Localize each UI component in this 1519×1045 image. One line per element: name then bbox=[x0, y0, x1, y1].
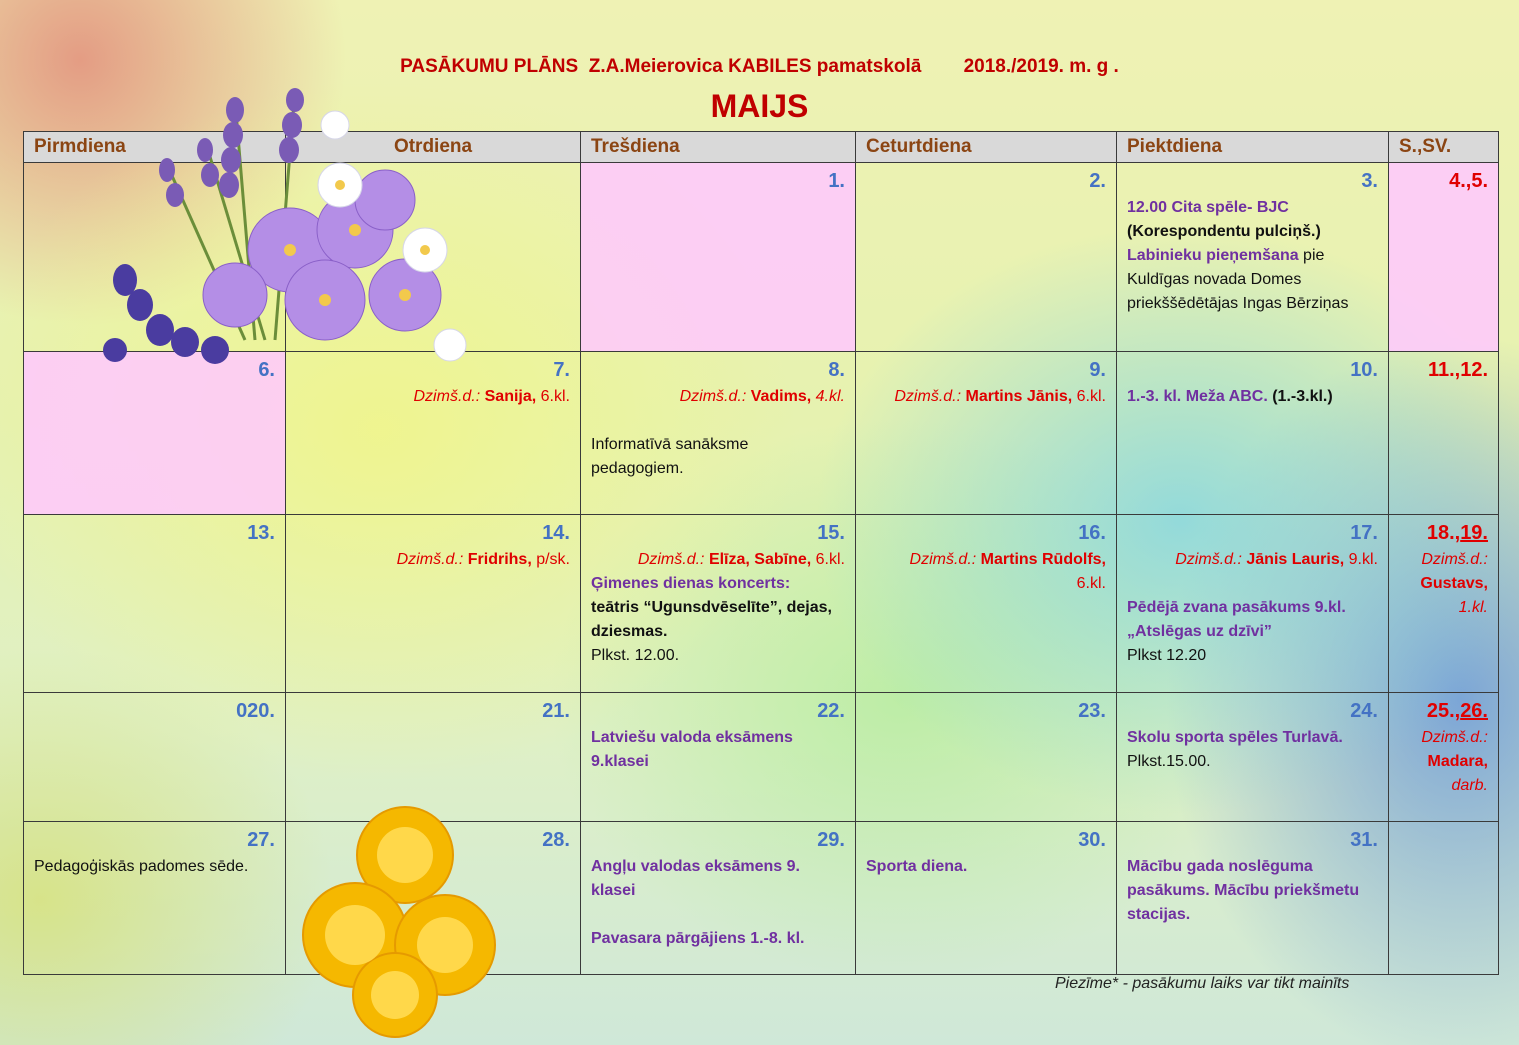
birthday-label: Dzimš.d.: bbox=[1421, 551, 1488, 568]
calendar-table bbox=[23, 131, 1499, 975]
weekday-header-row bbox=[24, 132, 1499, 163]
day-number: 020. bbox=[236, 700, 275, 722]
day-cell bbox=[1117, 163, 1389, 352]
birthday-text: Dzimš.d.: Martins Jānis, 6.kl. bbox=[894, 388, 1106, 405]
event-text: Latviešu valoda eksāmens 9.klasei bbox=[591, 729, 793, 770]
weekend-cell-empty bbox=[1389, 822, 1499, 975]
event-text: Informatīvā sanāksme pedagogiem. bbox=[591, 436, 749, 477]
day-number: 25.,26. bbox=[1426, 700, 1488, 722]
birthday-text: Dzimš.d.: Sanija, 6.kl. bbox=[413, 388, 570, 405]
event-text: Skolu sporta spēles Turlavā. bbox=[1127, 729, 1343, 746]
day-number: 30. bbox=[1078, 829, 1106, 851]
weekday-header: Otrdiena bbox=[286, 132, 581, 163]
day-number: 22. bbox=[817, 700, 845, 722]
day-cell bbox=[24, 822, 286, 975]
birthday-text: Dzimš.d.: Martins Rūdolfs, bbox=[909, 551, 1106, 568]
event-text: Mācību gada noslēguma pasākums. Mācību priekšmetu stacijas. bbox=[1127, 858, 1360, 923]
birthday-name: Madara, bbox=[1427, 753, 1488, 770]
birthday-class: 6.kl. bbox=[1076, 575, 1106, 592]
day-cell bbox=[581, 163, 856, 352]
day-number: 14. bbox=[542, 522, 570, 544]
weekend-cell bbox=[1389, 163, 1499, 352]
day-number: 6. bbox=[258, 359, 275, 381]
birthday-text: Dzimš.d.: Jānis Lauris, 9.kl. bbox=[1175, 551, 1378, 568]
footer-note: Piezīme* - pasākumu laiks var tikt mainīts bbox=[1055, 975, 1350, 992]
day-cell bbox=[24, 515, 286, 693]
day-number: 15. bbox=[817, 522, 845, 544]
event-text: Ģimenes dienas koncerts: bbox=[591, 575, 791, 592]
day-number: 1. bbox=[828, 170, 845, 192]
day-cell bbox=[24, 352, 286, 515]
month-title: MAIJS bbox=[710, 88, 809, 124]
day-cell bbox=[856, 352, 1117, 515]
day-number: 17. bbox=[1350, 522, 1378, 544]
day-cell bbox=[286, 515, 581, 693]
day-number: 27. bbox=[247, 829, 275, 851]
day-number: 18.,19. bbox=[1426, 522, 1488, 544]
birthday-label: Dzimš.d.: bbox=[1421, 729, 1488, 746]
day-cell-empty bbox=[286, 163, 581, 352]
day-cell bbox=[1117, 822, 1389, 975]
event-text: Labinieku pieņemšana pie Kuldīgas novada Domes priekššēdētājas Ingas Bērziņas bbox=[1127, 247, 1349, 312]
event-text: 12.00 Cita spēle- BJC bbox=[1127, 199, 1289, 216]
week-row bbox=[24, 163, 1499, 352]
birthday-text: Dzimš.d.: Vadims, 4.kl. bbox=[679, 388, 845, 405]
event-text: Sporta diena. bbox=[866, 858, 968, 875]
weekday-header: Trešdiena bbox=[581, 132, 856, 163]
event-text: Angļu valodas eksāmens 9. klasei bbox=[591, 858, 800, 899]
weekday-header: Ceturtdiena bbox=[856, 132, 1117, 163]
event-text: Pedagoģiskās padomes sēde. bbox=[34, 858, 249, 875]
event-text: Pavasara pārgājiens 1.-8. kl. bbox=[591, 930, 805, 947]
day-number: 23. bbox=[1078, 700, 1106, 722]
day-cell bbox=[581, 352, 856, 515]
plan-title: PASĀKUMU PLĀNS Z.A.Meierovica KABILES pamatskolā 2018./2019. m. g . bbox=[400, 56, 1119, 77]
weekend-cell bbox=[1389, 515, 1499, 693]
weekday-header: Pirmdiena bbox=[24, 132, 286, 163]
event-text: Pēdējā zvana pasākums 9.kl. bbox=[1127, 599, 1346, 616]
day-cell bbox=[856, 693, 1117, 822]
day-number: 24. bbox=[1350, 700, 1378, 722]
day-number: 10. bbox=[1350, 359, 1378, 381]
day-number: 13. bbox=[247, 522, 275, 544]
week-row bbox=[24, 822, 1499, 975]
day-number: 28. bbox=[542, 829, 570, 851]
day-cell bbox=[24, 693, 286, 822]
day-number: 11.,12. bbox=[1427, 359, 1488, 381]
day-cell bbox=[1117, 693, 1389, 822]
day-cell bbox=[1117, 352, 1389, 515]
weekday-header: S.,SV. bbox=[1389, 132, 1499, 163]
day-cell bbox=[581, 515, 856, 693]
event-text: „Atslēgas uz dzīvi” bbox=[1127, 623, 1272, 640]
day-cell bbox=[856, 163, 1117, 352]
day-cell bbox=[581, 693, 856, 822]
day-number: 3. bbox=[1361, 170, 1378, 192]
day-cell bbox=[856, 822, 1117, 975]
birthday-name: Gustavs, bbox=[1420, 575, 1488, 592]
birthday-text: Dzimš.d.: Elīza, Sabīne, 6.kl. bbox=[637, 551, 845, 568]
weekend-cell bbox=[1389, 693, 1499, 822]
day-number: 9. bbox=[1089, 359, 1106, 381]
event-text: 1.-3. kl. Meža ABC. (1.-3.kl.) bbox=[1127, 388, 1333, 405]
day-cell-empty bbox=[24, 163, 286, 352]
day-number: 7. bbox=[553, 359, 570, 381]
week-row bbox=[24, 515, 1499, 693]
week-row bbox=[24, 352, 1499, 515]
day-cell bbox=[856, 515, 1117, 693]
day-number: 16. bbox=[1078, 522, 1106, 544]
day-number: 4.,5. bbox=[1449, 170, 1488, 192]
weekend-cell bbox=[1389, 352, 1499, 515]
weekday-header: Piektdiena bbox=[1117, 132, 1389, 163]
day-cell bbox=[286, 693, 581, 822]
day-cell bbox=[1117, 515, 1389, 693]
day-number: 2. bbox=[1089, 170, 1106, 192]
birthday-class: 1.kl. bbox=[1458, 599, 1488, 616]
day-cell bbox=[286, 352, 581, 515]
birthday-text: Dzimš.d.: Fridrihs, p/sk. bbox=[396, 551, 570, 568]
day-number: 8. bbox=[828, 359, 845, 381]
day-number: 29. bbox=[817, 829, 845, 851]
event-text: (Korespondentu pulciņš.) bbox=[1127, 223, 1321, 240]
event-time: Plkst 12.20 bbox=[1127, 647, 1207, 664]
event-time: Plkst.15.00. bbox=[1127, 753, 1211, 770]
event-text: teātris “Ugunsdvēselīte”, dejas, dziesmas. bbox=[591, 599, 832, 640]
birthday-class: darb. bbox=[1451, 777, 1488, 794]
week-row bbox=[24, 693, 1499, 822]
day-number: 21. bbox=[542, 700, 570, 722]
day-number: 31. bbox=[1350, 829, 1378, 851]
day-cell bbox=[286, 822, 581, 975]
event-time: Plkst. 12.00. bbox=[591, 647, 680, 664]
day-cell bbox=[581, 822, 856, 975]
